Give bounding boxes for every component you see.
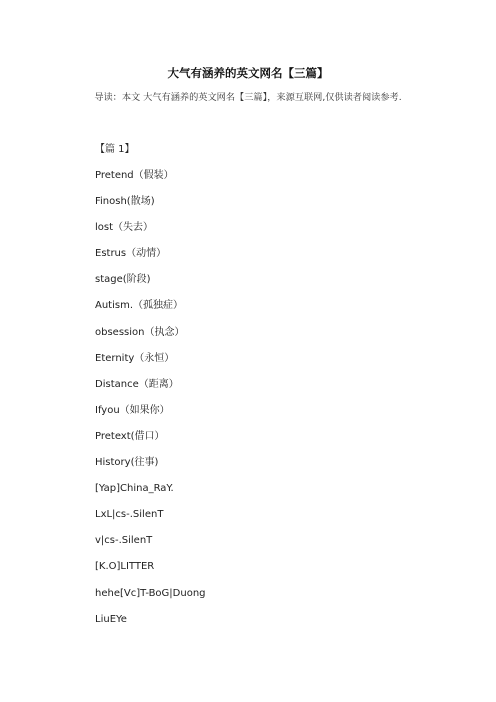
list-item: LxL|cs-.SilenT xyxy=(95,509,164,521)
list-item: Eternity（永恒） xyxy=(95,352,175,364)
list-item: v|cs-.SilenT xyxy=(95,535,153,547)
list-item: Pretend（假装） xyxy=(95,170,174,181)
list-item: LiuEYe xyxy=(95,613,127,625)
list-item: lost（失去） xyxy=(95,222,154,234)
document-title: 大气有涵养的英文网名【三篇】 xyxy=(167,66,329,80)
list-item: [Yap]China_RaY. xyxy=(95,483,174,495)
list-item: History(往事) xyxy=(95,457,159,469)
list-item: Finosh(散场) xyxy=(95,196,155,208)
list-item: Ifyou（如果你） xyxy=(95,404,170,416)
list-item: hehe[Vc]T-BoG|Duong xyxy=(95,587,206,599)
lead-paragraph: 导读：本文 大气有涵养的英文网名【三篇】，来源互联网,仅供读者阅读参考. xyxy=(94,92,402,103)
section-heading: 【篇 1】 xyxy=(95,144,135,155)
list-item: Pretext(借口） xyxy=(95,430,165,442)
list-item: Estrus（动情） xyxy=(95,248,167,260)
list-item: Autism.（孤独症） xyxy=(95,300,184,312)
name-list xyxy=(95,170,206,640)
list-item: obsession（执念） xyxy=(95,326,185,338)
list-item: stage(阶段) xyxy=(95,274,151,286)
list-item: [K.O]LITTER xyxy=(95,561,155,573)
list-item: Distance（距离） xyxy=(95,378,179,390)
